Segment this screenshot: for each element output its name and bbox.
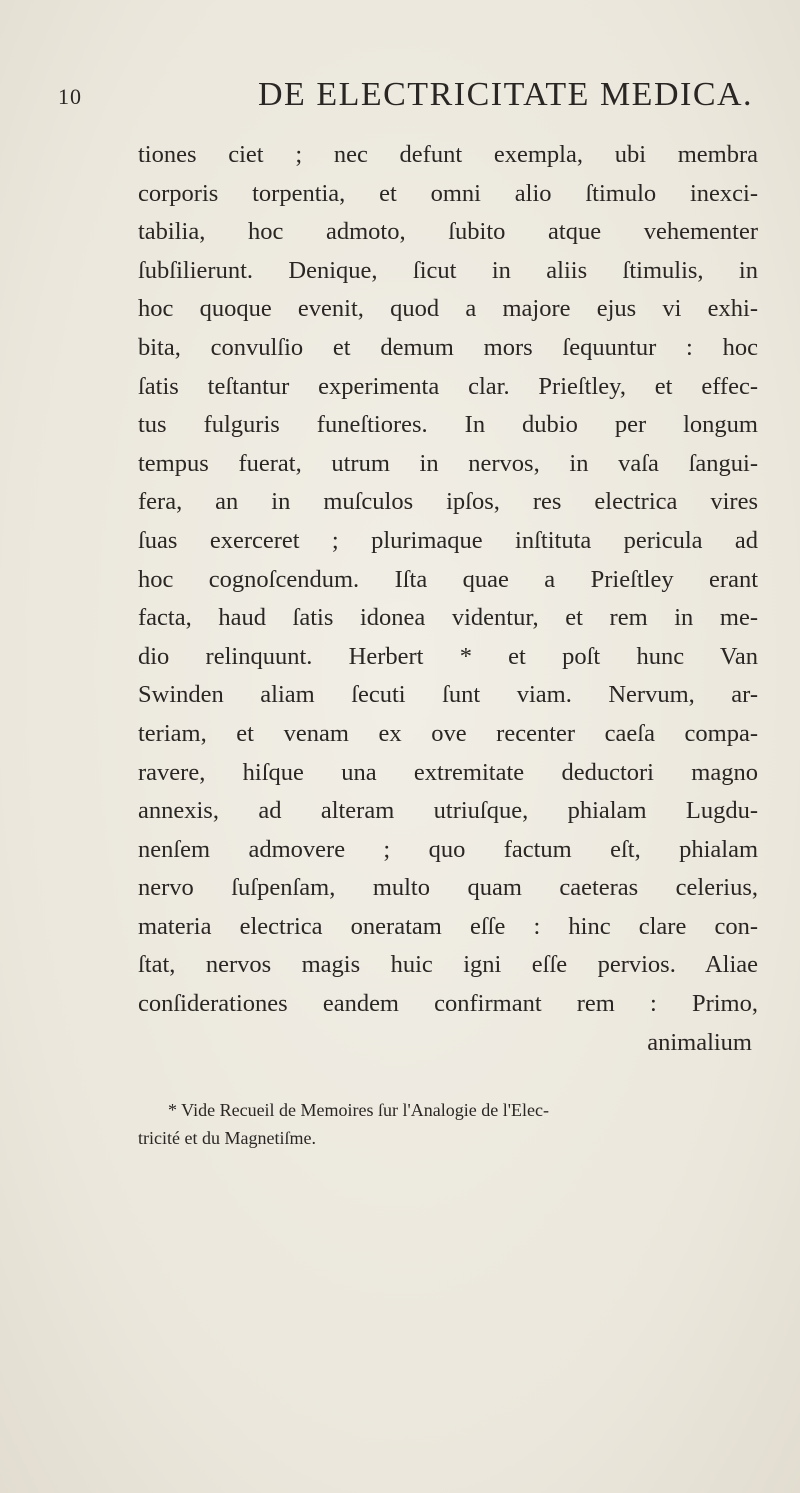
text-line: ſtat, nervos magis huic igni eſſe pervios. Aliae — [138, 951, 758, 979]
text-line: hoc cognoſcendum. Iſta quae a Prieſtley erant — [138, 565, 758, 593]
text-line: ravere, hiſque una extremitate deductori magno — [138, 758, 758, 786]
text-line: facta, haud ſatis idonea videntur, et rem in me- — [138, 604, 758, 632]
text-line: hoc quoque evenit, quod a majore ejus vi exhi- — [138, 295, 758, 323]
text-line: tiones ciet ; nec defunt exempla, ubi membra — [138, 141, 758, 168]
text-line: materia electrica oneratam eſſe : hinc clare con- — [138, 912, 758, 940]
footnote-line: * Vide Recueil de Memoires ſur l'Analogie de l'Elec- — [168, 1100, 549, 1120]
text-line: ſatis teſtantur experimenta clar. Prieſtley, et effec- — [138, 372, 758, 400]
text-line: fera, an in muſculos ipſos, res electrica vires — [138, 488, 758, 516]
text-line: tus fulguris funeſtiores. In dubio per longum — [138, 411, 758, 439]
text-line: Swinden aliam ſecuti ſunt viam. Nervum, ar- — [138, 681, 758, 709]
body-text — [138, 136, 758, 1062]
page-number: 10 — [58, 84, 82, 109]
text-line: conſiderationes eandem confirmant rem : Primo, — [138, 990, 758, 1018]
text-line: tempus fuerat, utrum in nervos, in vaſa ſangui- — [138, 449, 758, 477]
text-line: ſubſilierunt. Denique, ſicut in aliis ſtimulis, in — [138, 256, 758, 284]
text-line: teriam, et venam ex ove recenter caeſa compa- — [138, 719, 758, 747]
text-line: bita, convulſio et demum mors ſequuntur : hoc — [138, 333, 758, 361]
text-line: annexis, ad alteram utriuſque, phialam Lugdu- — [138, 797, 758, 825]
running-head: DE ELECTRICITATE MEDICA. — [258, 76, 754, 113]
page-header — [58, 76, 758, 126]
text-line: nervo ſuſpenſam, multo quam caeteras celerius, — [138, 874, 758, 902]
footnote — [138, 1096, 738, 1152]
text-line: dio relinquunt. Herbert * et poſt hunc Van — [138, 642, 758, 670]
text-line: ſuas exerceret ; plurimaque inſtituta pericula ad — [138, 526, 758, 554]
footnote-line: tricité et du Magnetiſme. — [138, 1128, 316, 1148]
text-line: corporis torpentia, et omni alio ſtimulo inexci- — [138, 179, 758, 207]
catchword: animalium — [647, 1028, 752, 1056]
text-line: tabilia, hoc admoto, ſubito atque vehementer — [138, 218, 758, 246]
text-line: nenſem admovere ; quo factum eſt, phialam — [138, 835, 758, 863]
